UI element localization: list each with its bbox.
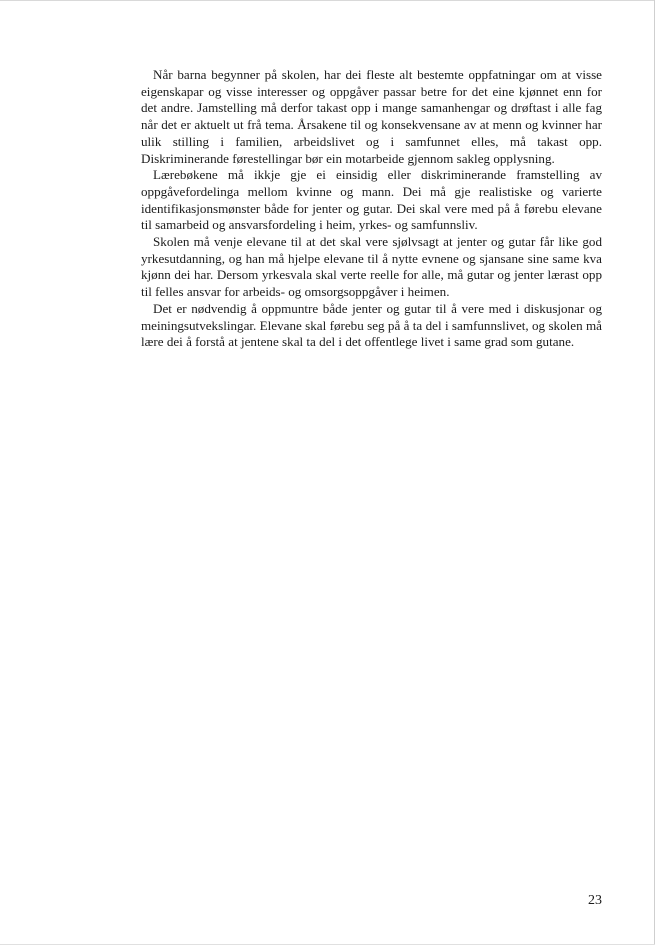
page-edge-top (0, 0, 655, 1)
paragraph: Skolen må venje elevane til at det skal vere sjølvsagt at jenter og gutar får like god yrkesutdanning, og han må hjelpe elevane til å nytte evnene og sjansane sine same kva kjønn dei har. Dersom yrkesvala skal verte reelle for alle, må gutar og jenter lærast opp til felles ansvar for arbeids- og omsorgsoppgåver i heimen. (141, 234, 602, 300)
paragraph: Når barna begynner på skolen, har dei fleste alt bestemte oppfatningar om at visse eigenskapar og visse interesser og oppgåver passar betre for det eine kjønnet enn for det andre. Jamstelling må derfor takast opp i mange samanhengar og drøftast i alle fag når det er aktuelt ut frå tema. Årsakene til og konsekvensane av at menn og kvinner har ulik stilling i familien, arbeidslivet og i samfunnet elles, må takast opp. Diskriminerande førestellingar bør ein motarbeide gjennom sakleg opplysning. (141, 67, 602, 166)
paragraph: Det er nødvendig å oppmuntre både jenter og gutar til å vere med i diskusjonar og meiningsutvekslingar. Elevane skal førebu seg på å ta del i samfunnslivet, og skolen må lære dei å forstå at jentene skal ta del i det offentlege livet i same grad som gutane. (141, 300, 602, 350)
paragraph: Lærebøkene må ikkje gje ei einsidig eller diskriminerande framstelling av oppgåvefordelinga mellom kvinne og mann. Dei må gje realistiske og varierte identifikasjonsmønster både for jenter og gutar. Dei skal vere med på å førebu elevane til samarbeid og ansvarsfordeling i heim, yrkes- og samfunnsliv. (141, 167, 602, 233)
page-number: 23 (588, 893, 602, 908)
body-text (141, 67, 602, 351)
